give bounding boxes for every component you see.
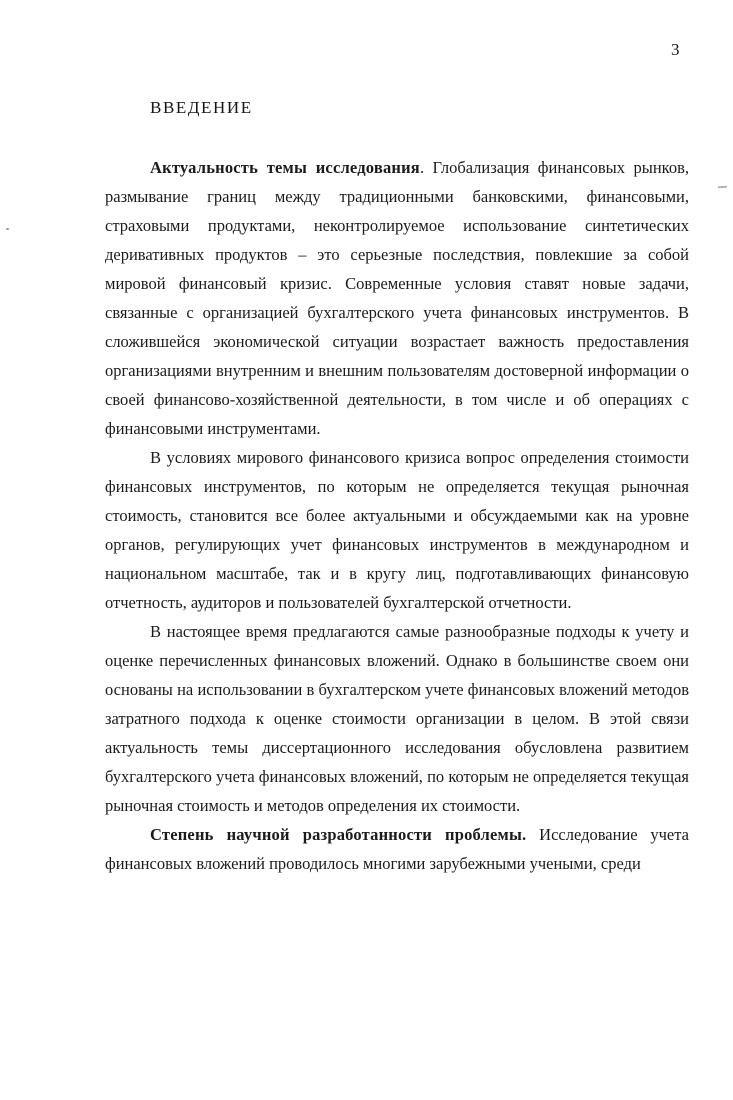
paragraph-text: В условиях мирового финансового кризиса вопрос определения стоимости финансовых инструментов, по которым не определяется текущая рыночная стоимость, становится все более актуальными и обсуждаемыми как на уровне органов, регулирующих учет финансовых инструментов в международном и национальном масштабе, так и в кругу лиц, подготавливающих финансовую отчетность, аудиторов и пользователей бухгалтерской отчетности. bbox=[105, 448, 689, 612]
paragraph-text: Исследование учета финансовых вложений проводилось многими зарубежными учеными, среди bbox=[105, 825, 689, 873]
paragraph-text: В настоящее время предлагаются самые разнообразные подходы к учету и оценке перечисленных финансовых вложений. Однако в большинстве своем они основаны на использовании в бухгалтерском учете финансовых вложений методов затратного подхода к оценке стоимости организации в целом. В этой связи актуальность темы диссертационного исследования обусловлена развитием бухгалтерского учета финансовых вложений, по которым не определяется текущая рыночная стоимость и методов определения их стоимости. bbox=[105, 622, 689, 815]
page-number: 3 bbox=[671, 40, 680, 59]
paragraph-crisis-valuation bbox=[105, 443, 689, 617]
document-body bbox=[105, 153, 689, 878]
scan-artifact-dot bbox=[6, 228, 9, 230]
paragraph-lead-bold: Степень научной разработанности проблемы. bbox=[150, 825, 527, 844]
paragraph-research-degree bbox=[105, 820, 689, 878]
page-title: ВВЕДЕНИЕ bbox=[150, 98, 253, 117]
paragraph-lead-bold: Актуальность темы исследования bbox=[150, 158, 420, 177]
scan-artifact-dash bbox=[718, 186, 727, 189]
paragraph-topic-relevance bbox=[105, 153, 689, 443]
paragraph-text: . Глобализация финансовых рынков, размывание границ между традиционными банковскими, финансовыми, страховыми продуктами, неконтролируемое использование синтетических деривативных продуктов – это серьезные последствия, повлекшие за собой мировой финансовый кризис. Современные условия ставят новые задачи, связанные с организацией бухгалтерского учета финансовых инструментов. В сложившейся экономической ситуации возрастает важность предоставления организациями внутренним и внешним пользователям достоверной информации о своей финансово-хозяйственной деятельности, в том числе и об операциях с финансовыми инструментами. bbox=[105, 158, 689, 438]
paragraph-approaches bbox=[105, 617, 689, 820]
